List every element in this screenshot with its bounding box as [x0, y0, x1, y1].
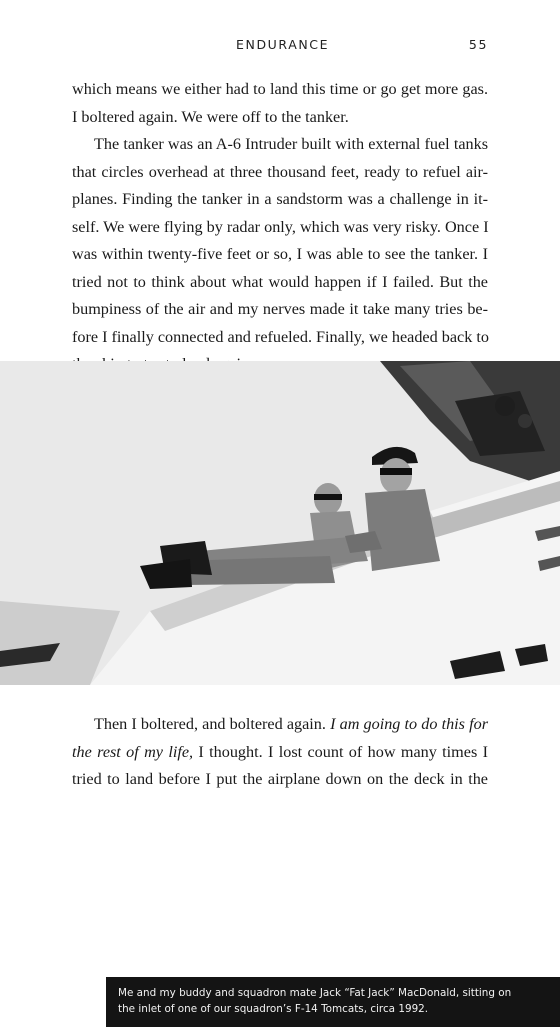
text-line: [72, 711, 488, 739]
caption-line: the inlet of one of our squadron’s F-14 Tomcats, circa 1992.: [118, 1003, 429, 1015]
text-line: that circles overhead at three thousand feet, ready to refuel air-: [72, 162, 488, 181]
running-head: [72, 37, 488, 57]
paragraph-2: [72, 131, 488, 379]
text-line: bumpiness of the air and my nerves made it take many tries be-: [72, 300, 488, 318]
text-line: tried not to think about what would happen if I failed. But the: [72, 272, 488, 291]
running-head-title: ENDURANCE: [236, 37, 330, 52]
paragraph-3: [72, 711, 488, 794]
text-line: self. We were flying by radar only, which was very risky. Once I: [72, 217, 489, 236]
body-text-top: [72, 76, 488, 379]
italic-text-run: the rest of my life,: [72, 742, 194, 761]
photo-illustration: [0, 361, 560, 685]
text-run: I thought. I lost count of how many times I: [193, 742, 488, 761]
paragraph-1: [72, 76, 488, 131]
italic-text-run: I am going to do this for: [330, 715, 489, 733]
photo-caption: [106, 977, 560, 1027]
body-text-bottom: [72, 711, 488, 794]
text-line: fore I finally connected and refueled. Finally, we headed back to: [72, 327, 489, 346]
page-number: 55: [468, 37, 488, 52]
text-line: [72, 739, 488, 767]
text-line: which means we either had to land this time or go get more gas.: [72, 80, 488, 98]
caption-line: Me and my buddy and squadron mate Jack “Fat Jack” MacDonald, sitting on: [118, 987, 512, 999]
text-line: tried to land before I put the airplane down on the deck in the: [72, 770, 488, 788]
text-run: Then I boltered, and boltered again.: [94, 715, 331, 733]
text-line: planes. Finding the tanker in a sandstorm was a challenge in it-: [72, 190, 488, 208]
text-line: The tanker was an A-6 Intruder built with external fuel tanks: [94, 135, 488, 153]
text-line: was within twenty-five feet or so, I was able to see the tanker. I: [72, 245, 488, 263]
text-line: I boltered again. We were off to the tanker.: [72, 107, 349, 126]
